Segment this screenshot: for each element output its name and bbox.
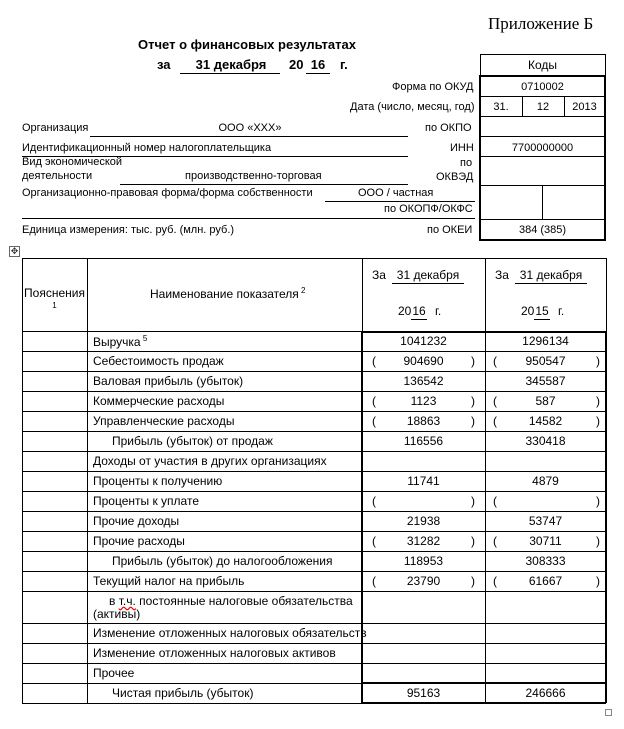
paren-open: ( [372, 494, 376, 508]
value-2015: 950547 [525, 354, 566, 368]
period-year-suffix: г. [340, 57, 348, 72]
value-2016: 31282 [406, 534, 441, 548]
okved-label-1: по [460, 157, 473, 169]
period-year-underline [306, 73, 330, 74]
paren-open: ( [372, 574, 376, 588]
paren-open: ( [372, 354, 376, 368]
value-2015: 246666 [525, 686, 566, 700]
row-label: Прочие доходы [93, 514, 180, 528]
value-2015: 61667 [528, 574, 563, 588]
inn-label: Идентификационный номер налогоплательщика [22, 142, 272, 154]
row-label: Управленческие расходы [93, 414, 235, 428]
value-2016: 118953 [403, 554, 444, 568]
paren-open: ( [372, 414, 376, 428]
row-label: в т.ч. постоянные налоговые обязательства [109, 594, 353, 608]
codes-header: Коды [527, 58, 558, 72]
paren-close: ) [471, 394, 475, 408]
paren-open: ( [493, 534, 497, 548]
value-2015: 30711 [529, 534, 562, 548]
value-2015: 308333 [525, 554, 566, 568]
col-2016-prefix: За [372, 268, 386, 282]
okpo-label: по ОКПО [425, 122, 472, 134]
value-2015: 53747 [528, 514, 563, 528]
org-label: Организация [22, 122, 89, 134]
paren-close: ) [471, 494, 475, 508]
row-label: Прочие расходы [93, 534, 185, 548]
row-label: Доходы от участия в других организациях [93, 454, 327, 468]
inn-value: 7700000000 [511, 142, 574, 154]
paren-open: ( [372, 534, 376, 548]
row-label: Проценты к уплате [93, 494, 199, 508]
okopf-label: по ОКОПФ/ОКФС [384, 203, 473, 215]
value-2016: 136542 [403, 374, 444, 388]
table-move-handle-icon[interactable]: ✥ [10, 246, 19, 256]
activity-label-2: деятельности [22, 170, 93, 182]
value-2016: 23790 [406, 574, 441, 588]
value-2016: 11741 [407, 474, 440, 488]
activity-value: производственно-торговая [185, 170, 322, 182]
value-2016: 21938 [406, 514, 441, 528]
row-label: Чистая прибыль (убыток) [112, 686, 254, 700]
row-label: Валовая прибыль (убыток) [93, 374, 244, 388]
paren-open: ( [493, 494, 497, 508]
legal-form-value: ООО / частная [358, 187, 434, 199]
col-2015-year: 15 [535, 304, 549, 318]
paren-close: ) [471, 534, 475, 548]
paren-close: ) [596, 534, 600, 548]
paren-open: ( [372, 394, 376, 408]
value-2016: 904690 [403, 354, 444, 368]
paren-close: ) [596, 414, 600, 428]
period-year: 16 [310, 57, 326, 72]
paren-close: ) [596, 354, 600, 368]
paren-close: ) [596, 394, 600, 408]
row-label: Проценты к получению [93, 474, 223, 488]
col-notes-header: Пояснения [24, 286, 85, 300]
okei-value: 384 (385) [518, 224, 567, 236]
paren-close: ) [471, 574, 475, 588]
value-2015: 14582 [528, 414, 563, 428]
col-name-sup: 2 [298, 286, 306, 295]
unit-label: Единица измерения: тыс. руб. (млн. руб.) [22, 224, 235, 236]
value-2015: 1296134 [522, 334, 569, 348]
col-2015-date: 31 декабря [519, 268, 583, 282]
value-2015: 4879 [532, 474, 559, 488]
period-date: 31 декабря [195, 57, 267, 72]
table-resize-handle-icon[interactable] [605, 709, 612, 716]
okved-label-2: ОКВЭД [436, 171, 474, 183]
col-2016-year: 16 [412, 304, 426, 318]
period-year-prefix: 20 [289, 57, 304, 72]
col-notes-sup: 1 [52, 301, 57, 310]
value-2016: 1041232 [400, 334, 447, 348]
row-label: Текущий налог на прибыль [93, 574, 245, 588]
paren-close: ) [471, 414, 475, 428]
row-label: Изменение отложенных налоговых обязательств [93, 626, 367, 640]
col-2015-year-suffix: г. [558, 304, 565, 318]
value-2015: 345587 [525, 374, 566, 388]
period-date-underline [180, 73, 280, 74]
row-label: Прибыль (убыток) от продаж [112, 434, 273, 448]
value-2016: 1123 [410, 394, 437, 408]
row-label: Прочее [93, 666, 135, 680]
row-label: Выручка $^5$ [93, 334, 148, 349]
paren-close: ) [471, 354, 475, 368]
col-2015-prefix: За [495, 268, 509, 282]
inn-code-label: ИНН [450, 142, 474, 154]
row-label: Прибыль (убыток) до налогообложения [112, 554, 333, 568]
row-label-sup: 5 [140, 334, 148, 343]
date-label: Дата (число, месяц, год) [350, 101, 475, 113]
col-2016-year-suffix: г. [435, 304, 442, 318]
value-2016: 18863 [406, 414, 441, 428]
period-prefix: за [157, 57, 171, 72]
row-label-cont: (активы) [93, 607, 141, 621]
row-label: Изменение отложенных налоговых активов [93, 646, 336, 660]
paren-open: ( [493, 354, 497, 368]
row-label: Себестоимость продаж [93, 354, 224, 368]
legal-form-label: Организационно-правовая форма/форма собственности [22, 187, 313, 199]
okud-label: Форма по ОКУД [392, 81, 474, 93]
value-2015: 330418 [525, 434, 566, 448]
okei-label: по ОКЕИ [427, 224, 473, 236]
value-2016: 116556 [403, 434, 444, 448]
col-2016-date: 31 декабря [396, 268, 460, 282]
report-title: Отчет о финансовых результатах [138, 37, 356, 52]
paren-close: ) [596, 494, 600, 508]
paren-open: ( [493, 574, 497, 588]
paren-close: ) [596, 574, 600, 588]
activity-label-1: Вид экономической [22, 156, 123, 168]
appendix-label: Приложение Б [488, 14, 594, 33]
date-month: 12 [536, 101, 550, 113]
value-2016: 95163 [406, 686, 441, 700]
date-year: 2013 [572, 101, 597, 113]
date-day: 31. [493, 101, 509, 113]
org-value: ООО «ХХХ» [218, 122, 282, 134]
col-2016-year-prefix: 20 [398, 304, 412, 318]
paren-open: ( [493, 394, 497, 408]
value-2015: 587 [535, 394, 556, 408]
paren-open: ( [493, 414, 497, 428]
okud-value: 0710002 [521, 81, 564, 93]
col-name-header: Наименование показателя $^2$ [150, 286, 306, 301]
row-label: Коммерческие расходы [93, 394, 225, 408]
col-2015-year-prefix: 20 [521, 304, 535, 318]
